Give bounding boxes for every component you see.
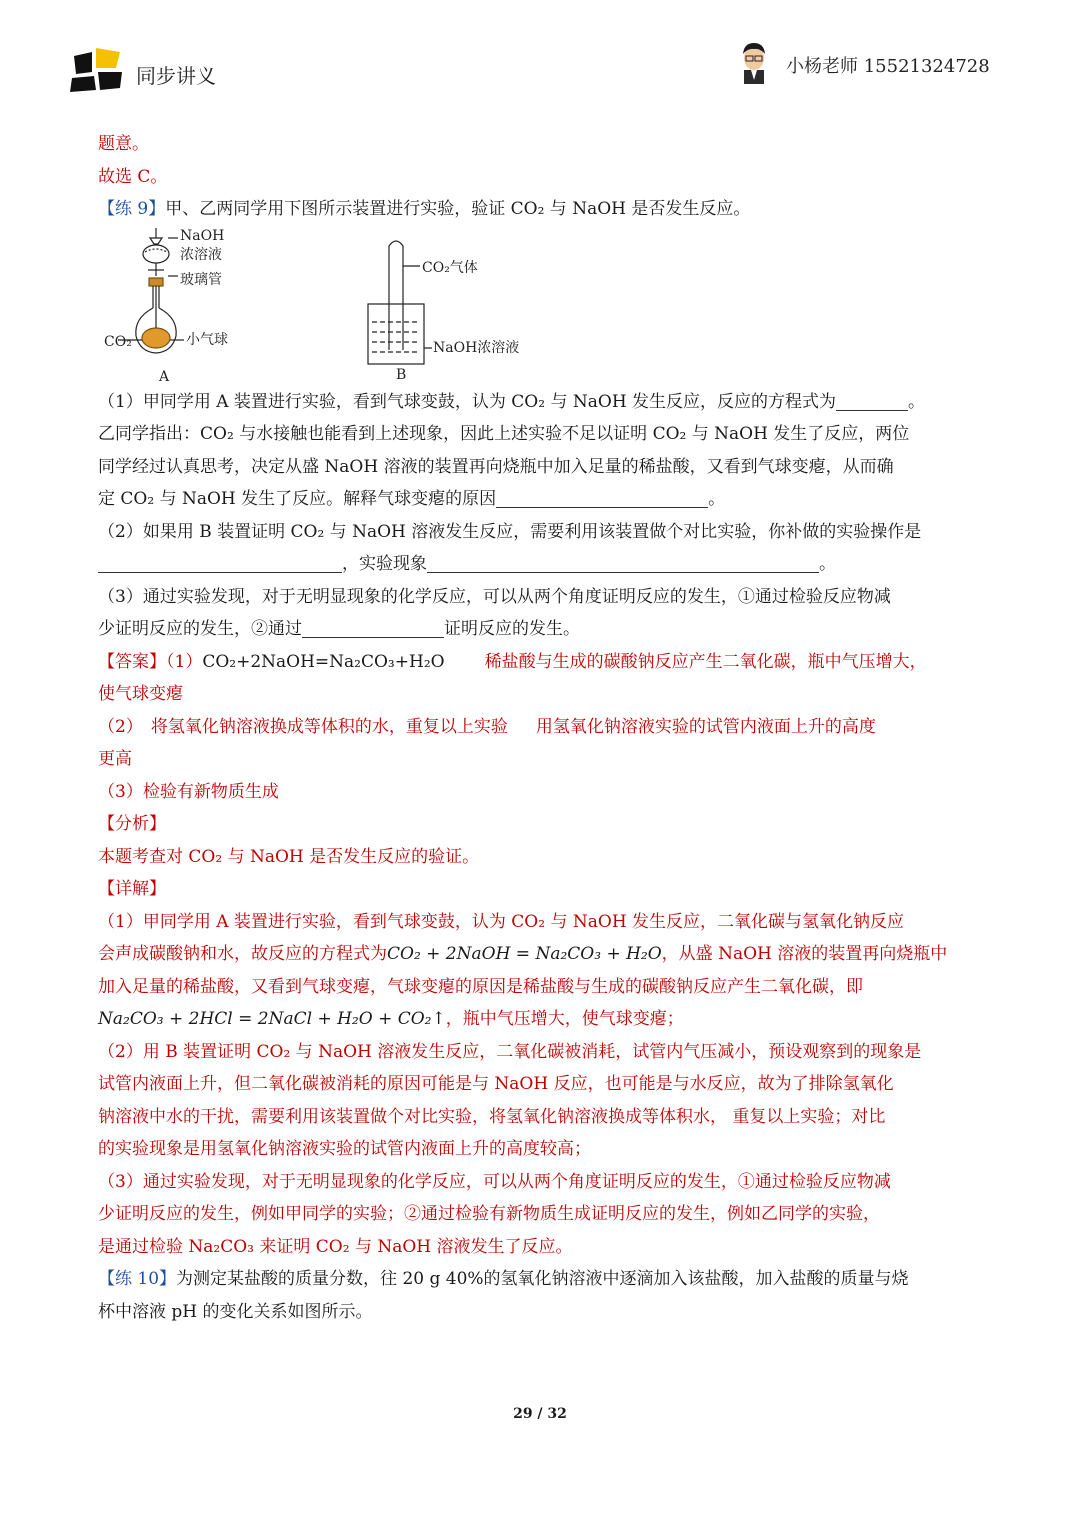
detail-d2-line2: 试管内液面上升，但二氧化碳被消耗的原因可能是与 NaOH 反应，也可能是与水反应，故为了排除氢氧化 <box>98 1074 894 1094</box>
brand-logo <box>70 46 126 92</box>
detail-d3-line3: 是通过检验 Na₂CO₃ 来证明 CO₂ 与 NaOH 溶液发生了反应。 <box>98 1236 573 1257</box>
answer-line4: 更高 <box>98 749 132 769</box>
q9-p3-line2: 少证明反应的发生，②通过 证明反应的发生。 <box>98 619 580 639</box>
detail-equation-1: CO₂ + 2NaOH = Na₂CO₃ + H₂O <box>387 944 662 964</box>
q9-p3-line1: （3）通过实验发现，对于无明显现象的化学反应，可以从两个角度证明反应的发生，①通过检验反应物减 <box>98 586 891 607</box>
q9-p1-line2: 乙同学指出：CO₂ 与水接触也能看到上述现象，因此上述实验不足以证明 CO₂ 与 NaOH 发生了反应，两位 <box>98 424 910 444</box>
answer-line3: （2） 将氢氧化钠溶液换成等体积的水，重复以上实验 用氢氧化钠溶液实验的试管内液面上升的高度 <box>98 716 876 737</box>
answer-equation: CO₂+2NaOH=Na₂CO₃+H₂O <box>202 651 445 672</box>
detail-tag: 【详解】 <box>98 879 166 899</box>
detail-d3-line2: 少证明反应的发生，例如甲同学的实验；②通过检验有新物质生成证明反应的发生，例如乙同学的实验， <box>98 1204 880 1224</box>
analysis-tag: 【分析】 <box>98 814 166 834</box>
q9-p2-line1: （2）如果用 B 装置证明 CO₂ 与 NaOH 溶液发生反应，需要利用该装置做个对比实验，你补做的实验操作是 <box>98 521 922 542</box>
analysis-text: 本题考查对 CO₂ 与 NaOH 是否发生反应的验证。 <box>98 846 480 867</box>
q10-line1: 【练 10】为测定某盐酸的质量分数，往 20 g 40%的氢氧化钠溶液中逐滴加入该盐酸，加入盐酸的质量与烧 <box>98 1269 909 1289</box>
answer-blank <box>496 489 708 508</box>
q9-p1-line3: 同学经过认真思考，决定从盛 NaOH 溶液的装置再向烧瓶中加入足量的稀盐酸，又看到气球变瘪，从而确 <box>98 456 894 477</box>
teacher-avatar <box>734 40 774 84</box>
page-number: 29 / 32 <box>513 1406 567 1422</box>
q9-p1-line4: 定 CO₂ 与 NaOH 发生了反应。解释气球变瘪的原因 。 <box>98 489 726 509</box>
answer-blank <box>302 619 444 638</box>
q10-line2: 杯中溶液 pH 的变化关系如图所示。 <box>98 1301 373 1322</box>
detail-d1-line3: 加入足量的稀盐酸，又看到气球变瘪，气球变瘪的原因是稀盐酸与生成的碳酸钠反应产生二氧化碳，即 <box>98 976 863 997</box>
detail-d3-line1: （3）通过实验发现，对于无明显现象的化学反应，可以从两个角度证明反应的发生，①通过检验反应物减 <box>98 1171 891 1192</box>
answer-blank <box>836 392 908 411</box>
fig-a-label-naoh: NaOH <box>180 227 225 244</box>
fig-a-caption: A <box>159 368 170 385</box>
answer-tag: 【答案】 <box>98 651 166 672</box>
header-title: 同步讲义 <box>136 64 216 88</box>
fig-a-label-conc: 浓溶液 <box>180 246 222 263</box>
detail-d1-line2: 会声成碳酸钠和水，故反应的方程式为CO₂ + 2NaOH = Na₂CO₃ + H₂O，从盛 NaOH 溶液的装置再向烧瓶中 <box>98 944 948 964</box>
fig-a-label-balloon: 小气球 <box>186 331 228 348</box>
fig-b-label-naoh: NaOH浓溶液 <box>433 339 520 356</box>
answer-blank <box>427 554 819 573</box>
detail-d1-line1: （1）甲同学用 A 装置进行实验，看到气球变鼓，认为 CO₂ 与 NaOH 发生反应，二氧化碳与氢氧化钠反应 <box>98 911 905 932</box>
q9-p2-line2: ，实验现象 。 <box>98 548 984 581</box>
detail-d1-line4: Na₂CO₃ + 2HCl = 2NaCl + H₂O + CO₂↑，瓶中气压增大，使气球变瘪； <box>98 1009 684 1029</box>
page-content <box>98 128 984 1328</box>
answer-line1: 【答案】（1）CO₂+2NaOH=Na₂CO₃+H₂O 稀盐酸与生成的碳酸钠反应产生二氧化碳，瓶中气压增大， <box>98 651 927 672</box>
q9-p1-line1: （1）甲同学用 A 装置进行实验，看到气球变鼓，认为 CO₂ 与 NaOH 发生反应，反应的方程式为 。 <box>98 391 926 412</box>
teacher-contact: 小杨老师 15521324728 <box>786 56 990 77</box>
fig-a-label-tube: 玻璃管 <box>180 271 222 288</box>
detail-d2-line4: 的实验现象是用氢氧化钠溶液实验的试管内液面上升的高度较高； <box>98 1139 591 1159</box>
answer-line5: （3）检验有新物质生成 <box>98 781 279 802</box>
q9-tag: 【练 9】 <box>98 199 166 219</box>
answer-tail-line1: 题意。 <box>98 134 149 154</box>
answer-tail-line2: 故选 C。 <box>98 166 168 187</box>
answer-blank <box>98 554 342 573</box>
fig-b-caption: B <box>396 366 407 383</box>
q10-tag: 【练 10】 <box>98 1269 177 1289</box>
q9-stem-line <box>98 193 984 226</box>
answer-line2: 使气球变瘪 <box>98 684 183 704</box>
detail-d2-line1: （2）用 B 装置证明 CO₂ 与 NaOH 溶液发生反应，二氧化碳被消耗，试管内气压减小，预设观察到的现象是 <box>98 1041 922 1062</box>
fig-b-label-co2: CO₂气体 <box>422 259 478 276</box>
detail-d2-line3: 钠溶液中水的干扰，需要利用该装置做个对比实验，将氢氧化钠溶液换成等体积水， 重复以上实验；对比 <box>98 1106 886 1127</box>
q9-stem: 甲、乙两同学用下图所示装置进行实验，验证 CO₂ 与 NaOH 是否发生反应。 <box>165 199 751 219</box>
q9-figure <box>98 226 984 386</box>
detail-equation-2: Na₂CO₃ + 2HCl = 2NaCl + H₂O + CO₂↑ <box>98 1009 446 1029</box>
fig-a-label-co2: CO₂ <box>104 333 132 350</box>
